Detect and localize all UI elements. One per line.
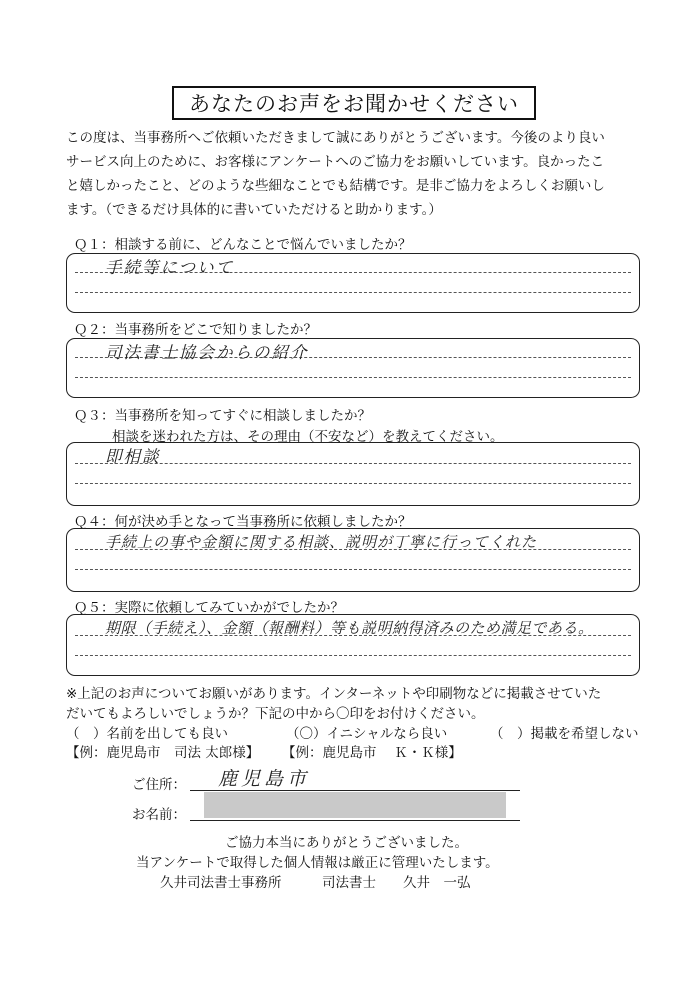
thanks-text: ご協力本当にありがとうございました。 (225, 835, 468, 851)
option-name-ok[interactable]: （ ）名前を出しても良い (66, 726, 228, 742)
q3-answer-box[interactable] (66, 442, 640, 506)
q2-answer: 司法書士協会からの紹介 (105, 343, 309, 362)
privacy-text: 当アンケートで取得した個人情報は厳正に管理いたします。 (136, 855, 499, 871)
q1-answer-box[interactable] (66, 253, 640, 313)
q4-answer-box[interactable] (66, 528, 640, 592)
intro-line: と嬉しかったこと、どのような些細なことでも結構です。是非ご協力をよろしくお願いし (66, 178, 605, 194)
address-label: ご住所： (132, 777, 186, 793)
name-field[interactable] (190, 798, 520, 821)
q3-label: Ｑ３：当事務所を知ってすぐに相談しましたか？ (74, 408, 371, 424)
q5-answer: 期限（手続え）、金額（報酬料）等も説明納得済みのため満足である。 (105, 619, 594, 637)
page-title (172, 86, 536, 120)
q2-label: Ｑ２：当事務所をどこで知りましたか？ (74, 322, 317, 338)
intro-line: サービス向上のために、お客様にアンケートへのご協力をお願いしています。良かったこ (66, 154, 605, 170)
example-full-name: 【例：鹿児島市 司法 太郎様】 (66, 745, 260, 761)
intro-line: ます。（できるだけ具体的に書いていただけると助かります。） (66, 202, 442, 218)
q2-answer-box[interactable] (66, 338, 640, 398)
intro-line: この度は、当事務所へご依頼いただきまして誠にありがとうございます。今後のより良い (66, 130, 605, 146)
q3-answer: 即相談 (105, 447, 161, 466)
q1-answer: 手続等について (105, 258, 235, 277)
redaction-block (204, 792, 506, 818)
consent-line-1: ※上記のお声についてお願いがあります。インターネットや印刷物などに掲載させていた (66, 686, 602, 702)
name-label: お名前： (132, 807, 186, 823)
address-field[interactable] (190, 770, 520, 791)
example-initials: 【例：鹿児島市 Ｋ・Ｋ様】 (282, 745, 462, 761)
consent-line-2: だいてもよろしいでしょうか？下記の中から〇印をお付けください。 (66, 706, 485, 722)
address-value: 鹿児島市 (218, 768, 311, 790)
q4-answer: 手続上の事や金額に関する相談、説明が丁寧に行ってくれた (105, 533, 538, 551)
q5-label: Ｑ５：実際に依頼してみていかがでしたか？ (74, 600, 344, 616)
q3-sublabel: 相談を迷われた方は、その理由（不安など）を教えてください。 (112, 429, 504, 445)
office-signature: 久井司法書士事務所 司法書士 久井 一弘 (160, 875, 471, 891)
q5-answer-box[interactable] (66, 614, 640, 676)
title-text: あなたのお声をお聞かせください (189, 92, 519, 116)
option-decline[interactable]: （ ）掲載を希望しない (490, 726, 639, 742)
intro-paragraph (66, 126, 646, 222)
q4-label: Ｑ４：何が決め手となって当事務所に依頼しましたか？ (74, 514, 412, 530)
option-initials-ok[interactable]: （〇）イニシャルなら良い (286, 726, 448, 742)
q1-label: Ｑ１：相談する前に、どんなことで悩んでいましたか？ (74, 237, 412, 253)
